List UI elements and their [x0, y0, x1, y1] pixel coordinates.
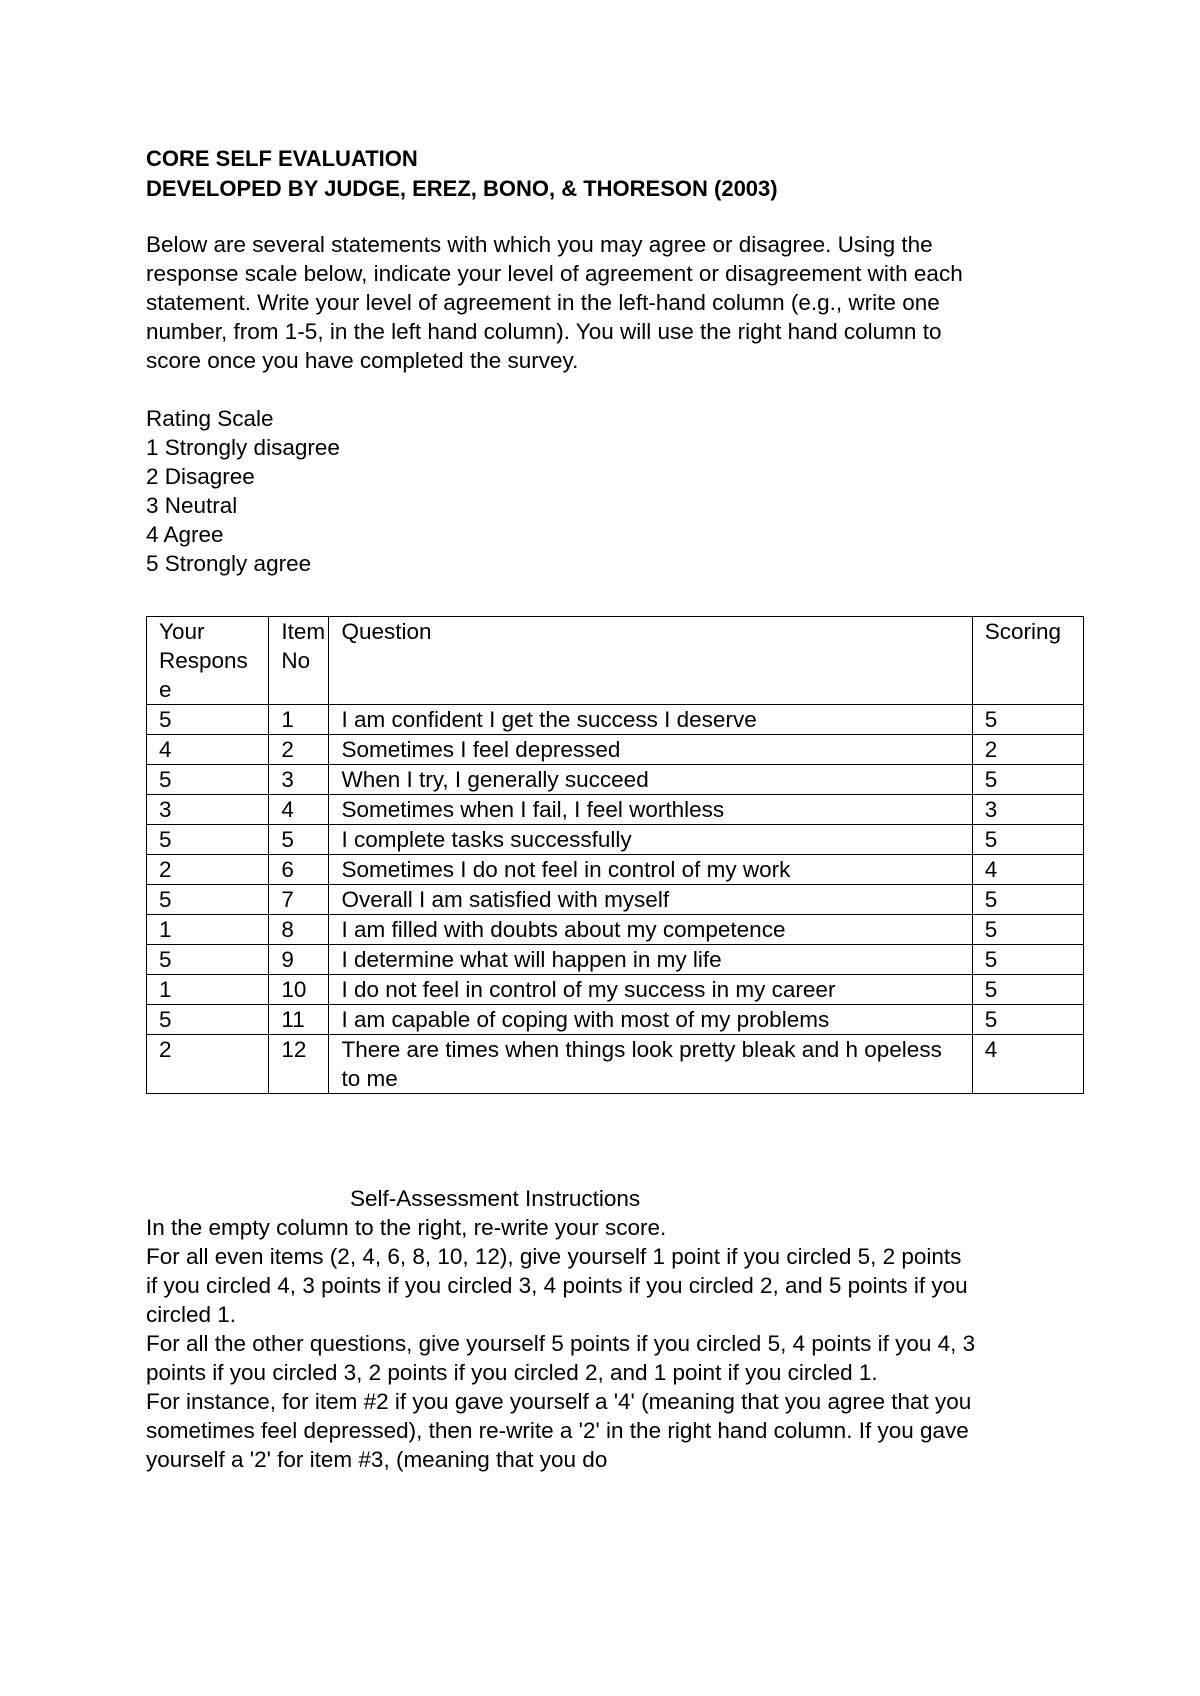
rating-scale-heading: Rating Scale: [146, 406, 274, 431]
question-cell: I am confident I get the success I deserve: [329, 705, 972, 735]
scoring-cell: 3: [972, 795, 1083, 825]
table-row: [147, 1005, 1084, 1035]
question-cell: I am filled with doubts about my competence: [329, 915, 972, 945]
instructions-paragraph: In the empty column to the right, re-write your score.: [146, 1215, 667, 1240]
scoring-cell: 2: [972, 735, 1083, 765]
rating-scale: [146, 404, 1106, 578]
scoring-cell: 5: [972, 945, 1083, 975]
question-cell: When I try, I generally succeed: [329, 765, 972, 795]
item-no-cell: 3: [269, 765, 329, 795]
response-cell: 5: [147, 825, 269, 855]
question-cell: There are times when things look pretty bleak and h opeless to me: [329, 1035, 972, 1094]
rating-scale-item: 1 Strongly disagree: [146, 435, 340, 460]
response-cell: 1: [147, 915, 269, 945]
question-cell: Sometimes when I fail, I feel worthless: [329, 795, 972, 825]
self-assessment-instructions: [146, 1184, 976, 1474]
scoring-cell: 5: [972, 885, 1083, 915]
table-row: [147, 855, 1084, 885]
rating-scale-item: 3 Neutral: [146, 493, 238, 518]
item-no-cell: 5: [269, 825, 329, 855]
instructions-heading: Self-Assessment Instructions: [350, 1186, 641, 1211]
rating-scale-item: 4 Agree: [146, 522, 224, 547]
instructions-paragraph: For instance, for item #2 if you gave yourself a '4' (meaning that you agree that you sometimes feel depressed), then re-write a '2' in the right hand column. If you gave yourself a '2' for item #3, (meaning that you do: [146, 1389, 972, 1472]
response-cell: 1: [147, 975, 269, 1005]
response-cell: 4: [147, 735, 269, 765]
table-row: [147, 915, 1084, 945]
table-row: [147, 735, 1084, 765]
title-line-1: CORE SELF EVALUATION: [146, 146, 418, 171]
table-row: [147, 975, 1084, 1005]
survey-table: [146, 616, 1084, 1094]
scoring-cell: 5: [972, 975, 1083, 1005]
item-no-cell: 12: [269, 1035, 329, 1094]
item-no-cell: 11: [269, 1005, 329, 1035]
rating-scale-item: 5 Strongly agree: [146, 551, 312, 576]
document-page: [146, 144, 1106, 578]
question-cell: I determine what will happen in my life: [329, 945, 972, 975]
response-cell: 5: [147, 945, 269, 975]
instructions-paragraph: For all the other questions, give yourself 5 points if you circled 5, 4 points if you 4, 3 points if you circled 3, 2 points if you circled 2, and 1 point if you circled 1.: [146, 1331, 976, 1385]
item-no-cell: 9: [269, 945, 329, 975]
response-cell: 5: [147, 885, 269, 915]
scoring-cell: 5: [972, 705, 1083, 735]
header-scoring: Scoring: [972, 617, 1083, 705]
table-row: [147, 705, 1084, 735]
question-cell: Overall I am satisfied with myself: [329, 885, 972, 915]
item-no-cell: 8: [269, 915, 329, 945]
item-no-cell: 4: [269, 795, 329, 825]
scoring-cell: 5: [972, 765, 1083, 795]
scoring-cell: 5: [972, 1005, 1083, 1035]
scoring-cell: 5: [972, 825, 1083, 855]
scoring-cell: 5: [972, 915, 1083, 945]
rating-scale-item: 2 Disagree: [146, 464, 255, 489]
response-cell: 5: [147, 1005, 269, 1035]
table-header-row: [147, 617, 1084, 705]
question-cell: I do not feel in control of my success in my career: [329, 975, 972, 1005]
response-cell: 2: [147, 1035, 269, 1094]
scoring-cell: 4: [972, 1035, 1083, 1094]
header-question: Question: [329, 617, 972, 705]
response-cell: 5: [147, 705, 269, 735]
question-cell: Sometimes I do not feel in control of my work: [329, 855, 972, 885]
response-cell: 2: [147, 855, 269, 885]
table-row: [147, 795, 1084, 825]
item-no-cell: 2: [269, 735, 329, 765]
question-cell: Sometimes I feel depressed: [329, 735, 972, 765]
item-no-cell: 10: [269, 975, 329, 1005]
intro-paragraph: Below are several statements with which you may agree or disagree. Using the response scale below, indicate your level of agreement or disagreement with each statement. Write your level of agreement in the left-hand column (e.g., write one number, from 1-5, in the left hand column). You will use the right hand column to score once you have completed the survey.: [146, 232, 963, 373]
item-no-cell: 1: [269, 705, 329, 735]
header-your-response: Your Respons e: [147, 617, 269, 705]
scoring-cell: 4: [972, 855, 1083, 885]
title-line-2: DEVELOPED BY JUDGE, EREZ, BONO, & THORESON (2003): [146, 176, 778, 201]
table-row: [147, 1035, 1084, 1094]
table-body: [147, 705, 1084, 1094]
item-no-cell: 6: [269, 855, 329, 885]
instructions-paragraph: For all even items (2, 4, 6, 8, 10, 12), give yourself 1 point if you circled 5, 2 points if you circled 4, 3 points if you circled 3, 4 points if you circled 2, and 5 points if you circled 1.: [146, 1244, 968, 1327]
header-item-no: Item No: [269, 617, 329, 705]
table-row: [147, 945, 1084, 975]
response-cell: 5: [147, 765, 269, 795]
question-cell: I complete tasks successfully: [329, 825, 972, 855]
table-row: [147, 765, 1084, 795]
item-no-cell: 7: [269, 885, 329, 915]
response-cell: 3: [147, 795, 269, 825]
table-row: [147, 825, 1084, 855]
document-title: [146, 144, 1106, 204]
table-row: [147, 885, 1084, 915]
question-cell: I am capable of coping with most of my problems: [329, 1005, 972, 1035]
